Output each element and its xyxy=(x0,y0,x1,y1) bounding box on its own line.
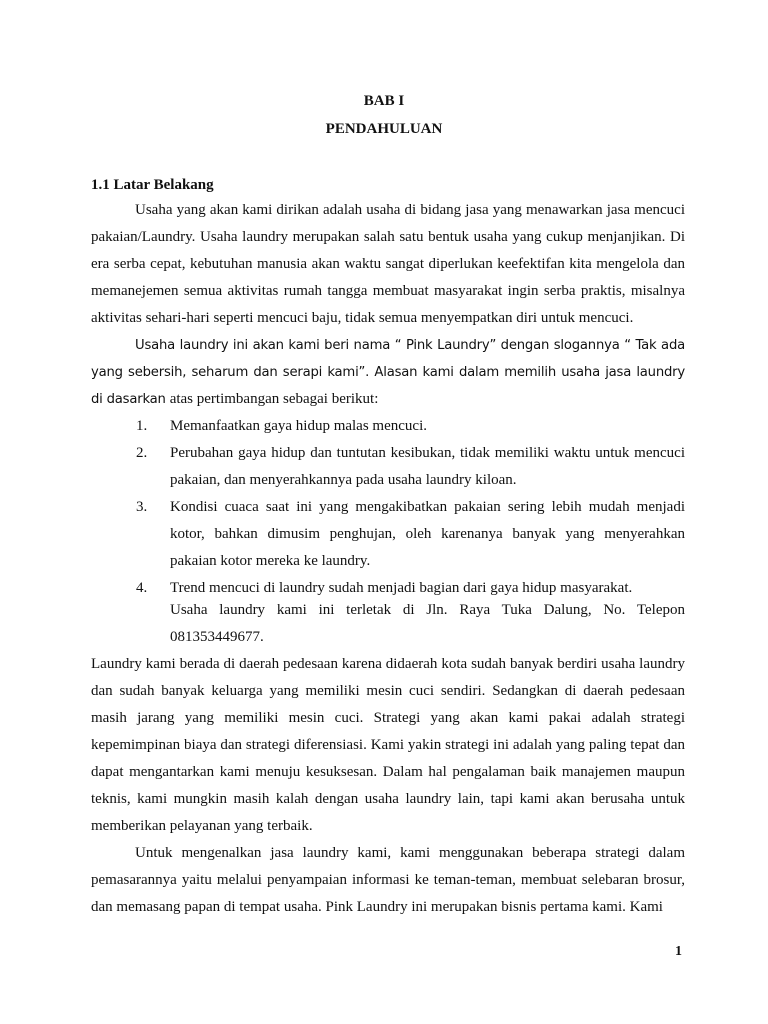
list-item-text: Memanfaatkan gaya hidup malas mencuci. xyxy=(170,418,427,434)
list-item xyxy=(91,413,685,440)
paragraph-marketing: Untuk mengenalkan jasa laundry kami, kami menggunakan beberapa strategi dalam pemasarannya yaitu melalui penyampaian informasi ke teman-teman, membuat selebaran brosur, dan memasang papan di tempat usaha. Pink Laundry ini merupakan bisnis pertama kami. Kami xyxy=(91,845,685,915)
page-number: 1 xyxy=(675,944,682,959)
reasons-list xyxy=(91,413,685,602)
list-item-number: 1. xyxy=(136,418,148,434)
list-item-text: Perubahan gaya hidup dan tuntutan kesibukan, tidak memiliki waktu untuk mencuci pakaian, dan menyerahkannya pada usaha laundry kiloan. xyxy=(170,445,685,488)
paragraph-strategy: Laundry kami berada di daerah pedesaan karena didaerah kota sudah banyak berdiri usaha laundry dan sudah banyak keluarga yang memiliki mesin cuci sendiri. Sedangkan di daerah pedesaan masih jarang yang memiliki mesin cuci. Strategi yang akan kami pakai adalah strategi kepemimpinan biaya dan strategi diferensiasi. Kami yakin strategi ini adalah yang paling tepat dan dapat mengantarkan kami menuju kesuksesan. Dalam hal pengalaman baik manajemen maupun teknis, kami mungkin masih kalah dengan usaha laundry lain, tapi kami akan berusaha untuk memberikan pelayanan yang terbaik. xyxy=(91,656,685,834)
list-item xyxy=(91,494,685,575)
list-item-number: 2. xyxy=(136,445,148,461)
location-paragraph: Usaha laundry kami ini terletak di Jln. Raya Tuka Dalung, No. Telepon 081353449677. xyxy=(170,602,685,645)
list-item xyxy=(91,440,685,494)
paragraph-2-main: Usaha laundry ini akan kami beri nama “ Pink Laundry” dengan slogannya “ Tak ada yang sebersih, seharum dan serapi kami”. Alasan kami dalam memilih usaha jasa laundry di dasarkan xyxy=(91,338,685,407)
list-item-number: 3. xyxy=(136,499,148,515)
section-title: 1.1 Latar Belakang xyxy=(91,177,214,193)
paragraph-2-last: atas pertimbangan sebagai berikut: xyxy=(169,391,379,407)
paragraph-background-2 xyxy=(91,332,685,413)
list-item-text: Trend mencuci di laundry sudah menjadi bagian dari gaya hidup masyarakat. xyxy=(170,580,633,596)
chapter-heading: BAB I xyxy=(363,93,405,109)
chapter-title: PENDAHULUAN xyxy=(325,121,443,137)
list-item-number: 4. xyxy=(136,580,148,596)
paragraph-background-1: Usaha yang akan kami dirikan adalah usaha di bidang jasa yang menawarkan jasa mencuci pakaian/Laundry. Usaha laundry merupakan salah satu bentuk usaha yang cukup menjanjikan. Di era serba cepat, kebutuhan manusia akan waktu sangat diperlukan keefektifan kita mengelola dan memanejemen semua aktivitas rumah tangga membuat masyarakat ingin serba praktis, misalnya aktivitas sehari-hari seperti mencuci baju, tidak semua menyempatkan diri untuk mencuci. xyxy=(91,202,685,326)
list-item-text: Kondisi cuaca saat ini yang mengakibatkan pakaian sering lebih mudah menjadi kotor, bahkan dimusim penghujan, oleh karenanya banyak yang menyerahkan pakaian kotor mereka ke laundry. xyxy=(170,499,685,569)
